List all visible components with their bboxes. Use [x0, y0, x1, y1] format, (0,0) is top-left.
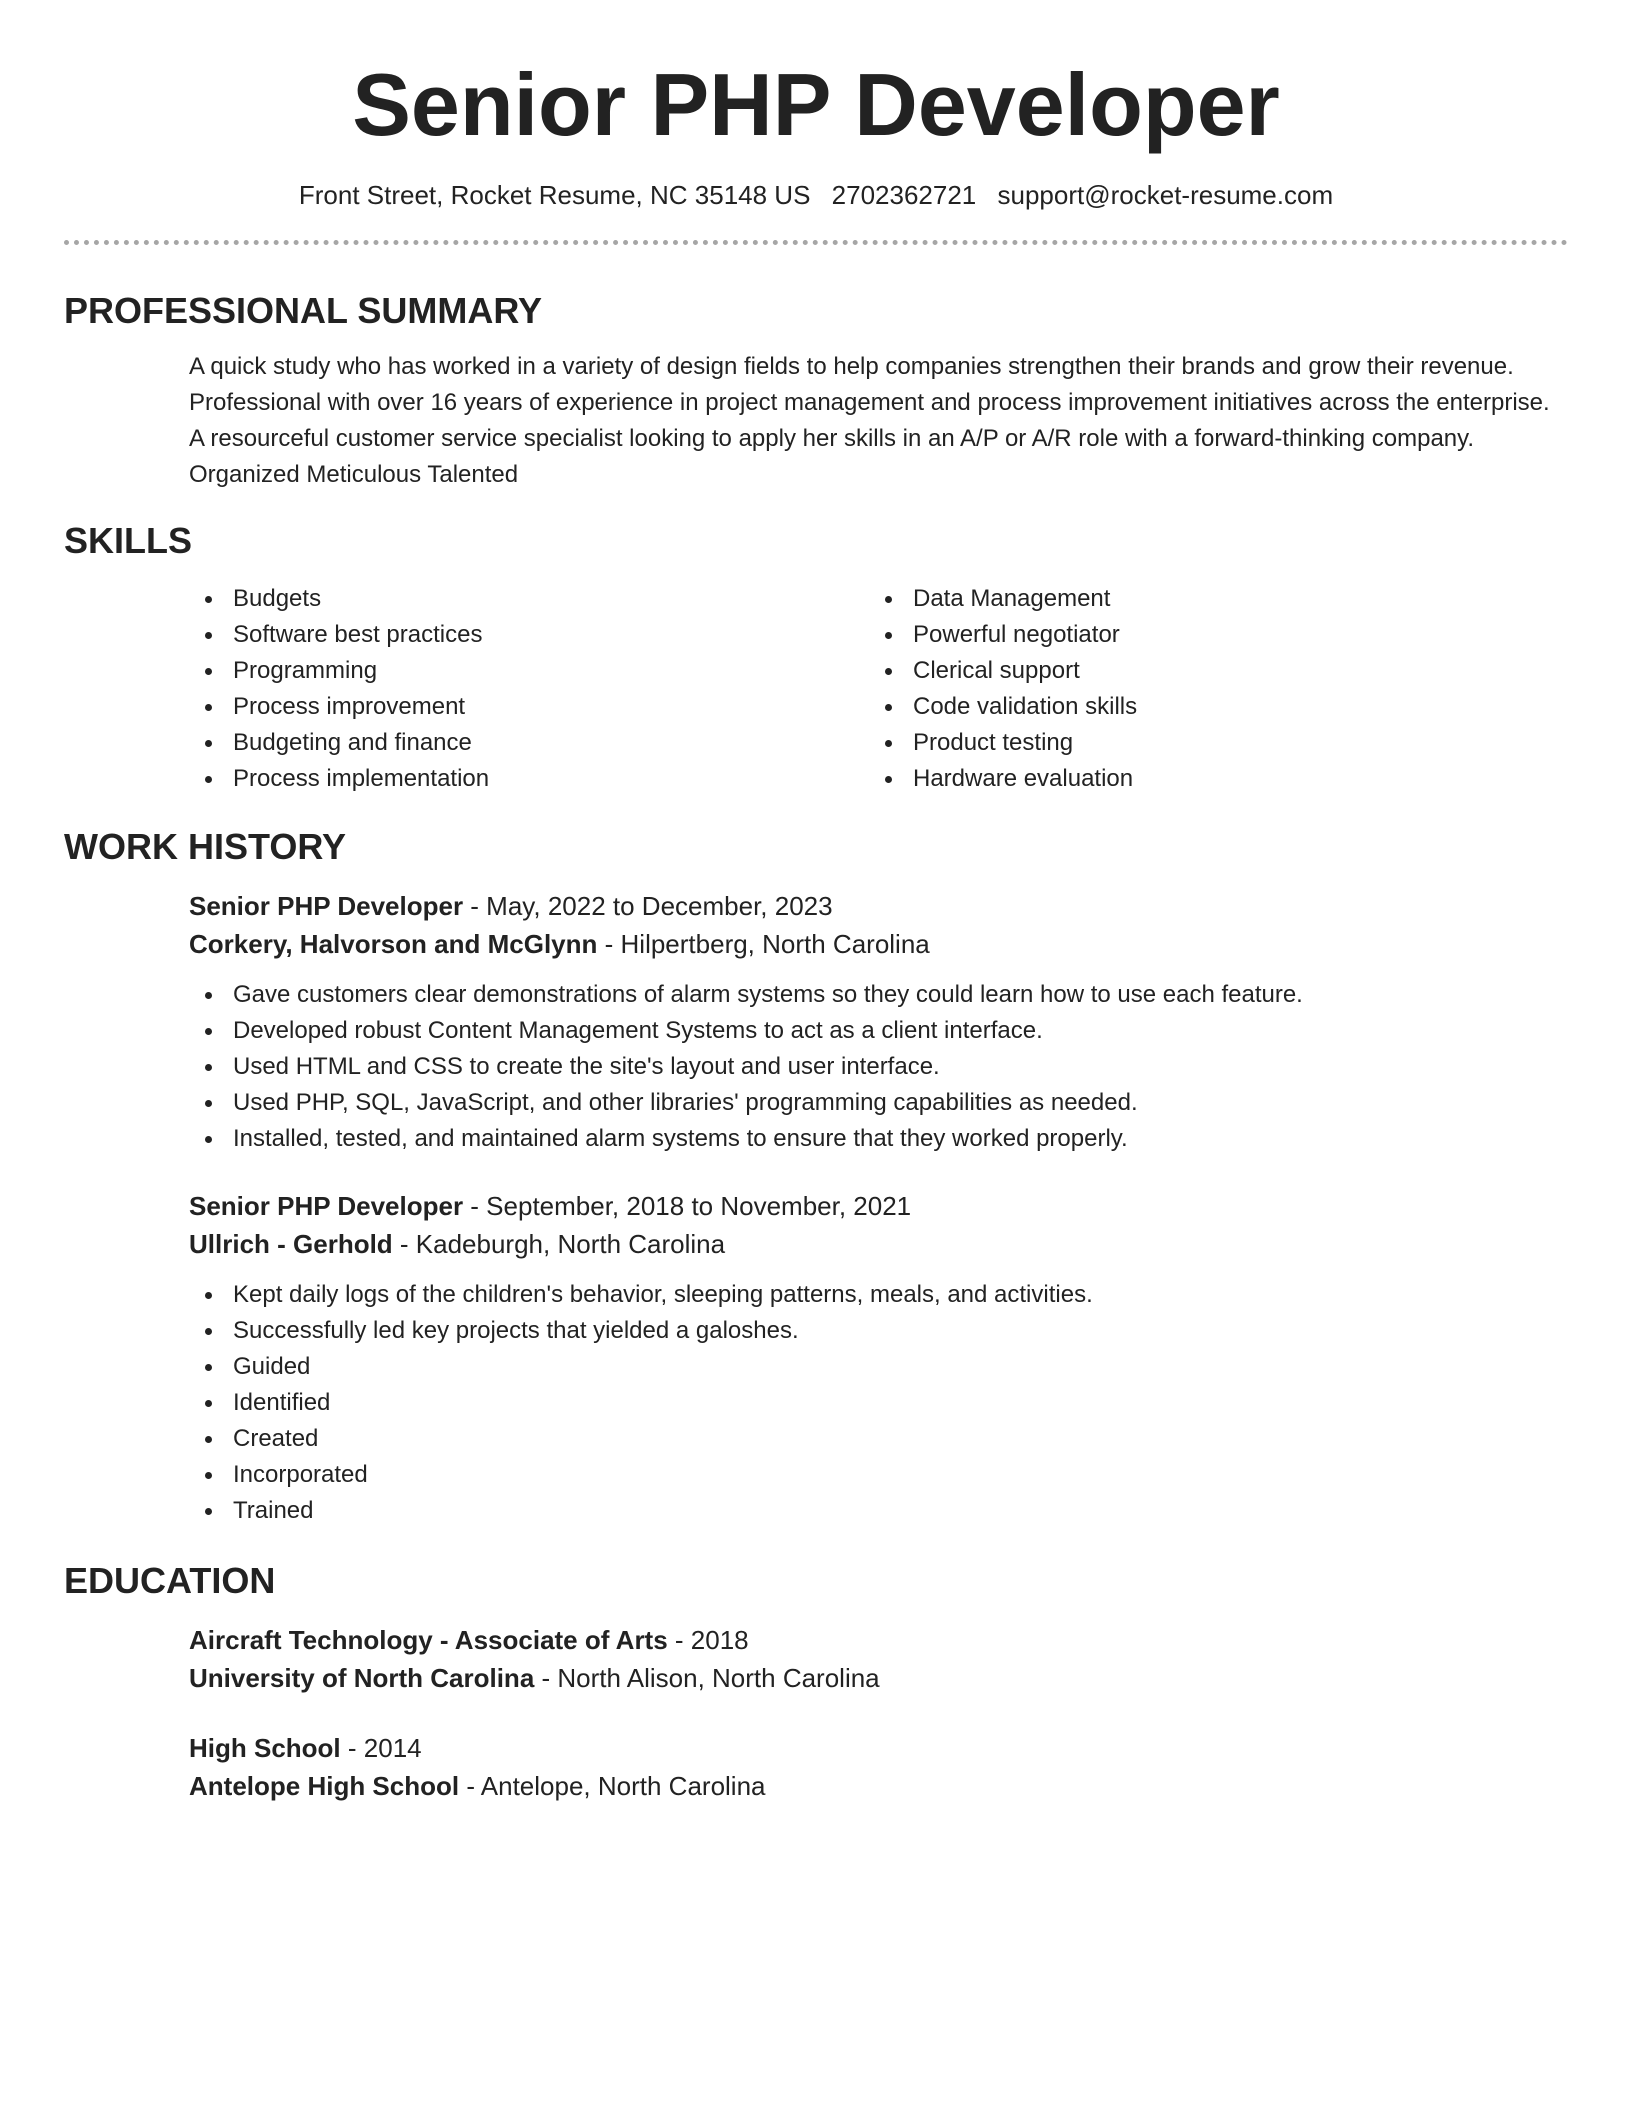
job-location: - Hilpertberg, North Carolina [597, 929, 930, 959]
job-duty: Gave customers clear demonstrations of alarm systems so they could learn how to use each feature. [189, 977, 1568, 1013]
skills-heading: SKILLS [64, 520, 193, 561]
job-dates: - September, 2018 to November, 2021 [463, 1191, 912, 1221]
job-entry [189, 1187, 1568, 1529]
job-title-line [189, 887, 1568, 925]
education-year: - 2018 [667, 1625, 749, 1655]
education-school-line [189, 1659, 1568, 1697]
skill-item: Software best practices [189, 617, 869, 653]
education-degree: High School [189, 1733, 341, 1763]
job-duty: Trained [189, 1493, 1568, 1529]
job-duty: Guided [189, 1349, 1568, 1385]
education-degree-line [189, 1729, 1568, 1767]
education-entry [189, 1729, 1568, 1805]
job-duty: Used PHP, SQL, JavaScript, and other libraries' programming capabilities as needed. [189, 1085, 1568, 1121]
job-duty: Successfully led key projects that yielded a galoshes. [189, 1313, 1568, 1349]
skill-item: Process implementation [189, 761, 869, 797]
job-entry [189, 887, 1568, 1157]
skill-item: Powerful negotiator [869, 617, 1549, 653]
skills-section [64, 519, 1568, 797]
education-school-line [189, 1767, 1568, 1805]
skill-item: Clerical support [869, 653, 1549, 689]
skill-item: Process improvement [189, 689, 869, 725]
skills-list-left [189, 581, 869, 797]
job-role: Senior PHP Developer [189, 891, 464, 921]
contact-address: Front Street, Rocket Resume, NC 35148 US [298, 180, 811, 210]
education-school: Antelope High School [189, 1771, 460, 1801]
skill-item: Budgets [189, 581, 869, 617]
education-entry [189, 1621, 1568, 1697]
skills-grid [189, 581, 1568, 797]
work-history-heading: WORK HISTORY [64, 826, 347, 867]
job-role: Senior PHP Developer [189, 1191, 464, 1221]
skill-item: Budgeting and finance [189, 725, 869, 761]
job-duty: Identified [189, 1385, 1568, 1421]
education-degree-line [189, 1621, 1568, 1659]
summary-body [189, 349, 1568, 493]
job-company-line [189, 1225, 1568, 1263]
contact-phone: 2702362721 [831, 180, 977, 210]
job-duty: Installed, tested, and maintained alarm systems to ensure that they worked properly. [189, 1121, 1568, 1157]
job-company-line [189, 925, 1568, 963]
summary-heading: PROFESSIONAL SUMMARY [64, 290, 543, 331]
work-history-section [64, 825, 1568, 1529]
job-duty: Incorporated [189, 1457, 1568, 1493]
skill-item: Hardware evaluation [869, 761, 1549, 797]
education-heading: EDUCATION [64, 1560, 276, 1601]
education-year: - 2014 [340, 1733, 422, 1763]
resume-header [0, 0, 1632, 212]
summary-text: A quick study who has worked in a variety of design fields to help companies strengthen their brands and grow their revenue. Professional with over 16 years of experience in project management and process improvement initiatives across the enterprise. A resourceful customer service specialist looking to apply her skills in an A/P or A/R role with a forward-thinking company. Organized Meticulous Talented [189, 353, 1550, 488]
skill-item: Code validation skills [869, 689, 1549, 725]
education-school: University of North Carolina [189, 1663, 535, 1693]
job-duties-list [64, 1277, 1568, 1529]
education-location: - Antelope, North Carolina [459, 1771, 766, 1801]
skill-item: Product testing [869, 725, 1549, 761]
job-duty: Kept daily logs of the children's behavior, sleeping patterns, meals, and activities. [189, 1277, 1568, 1313]
skills-list-right [869, 581, 1549, 797]
education-location: - North Alison, North Carolina [534, 1663, 880, 1693]
contact-line [0, 178, 1632, 212]
header-divider [64, 240, 1568, 245]
education-section [64, 1559, 1568, 1805]
candidate-name: Senior PHP Developer [352, 55, 1280, 154]
job-dates: - May, 2022 to December, 2023 [463, 891, 833, 921]
education-degree: Aircraft Technology - Associate of Arts [189, 1625, 668, 1655]
job-company: Corkery, Halvorson and McGlynn [189, 929, 598, 959]
job-location: - Kadeburgh, North Carolina [392, 1229, 726, 1259]
job-duties-list [64, 977, 1568, 1157]
skill-item: Data Management [869, 581, 1549, 617]
skill-item: Programming [189, 653, 869, 689]
job-duty: Created [189, 1421, 1568, 1457]
contact-email: support@rocket-resume.com [997, 180, 1334, 210]
job-company: Ullrich - Gerhold [189, 1229, 393, 1259]
summary-section [64, 289, 1568, 493]
job-duty: Used HTML and CSS to create the site's layout and user interface. [189, 1049, 1568, 1085]
job-title-line [189, 1187, 1568, 1225]
job-duty: Developed robust Content Management Systems to act as a client interface. [189, 1013, 1568, 1049]
